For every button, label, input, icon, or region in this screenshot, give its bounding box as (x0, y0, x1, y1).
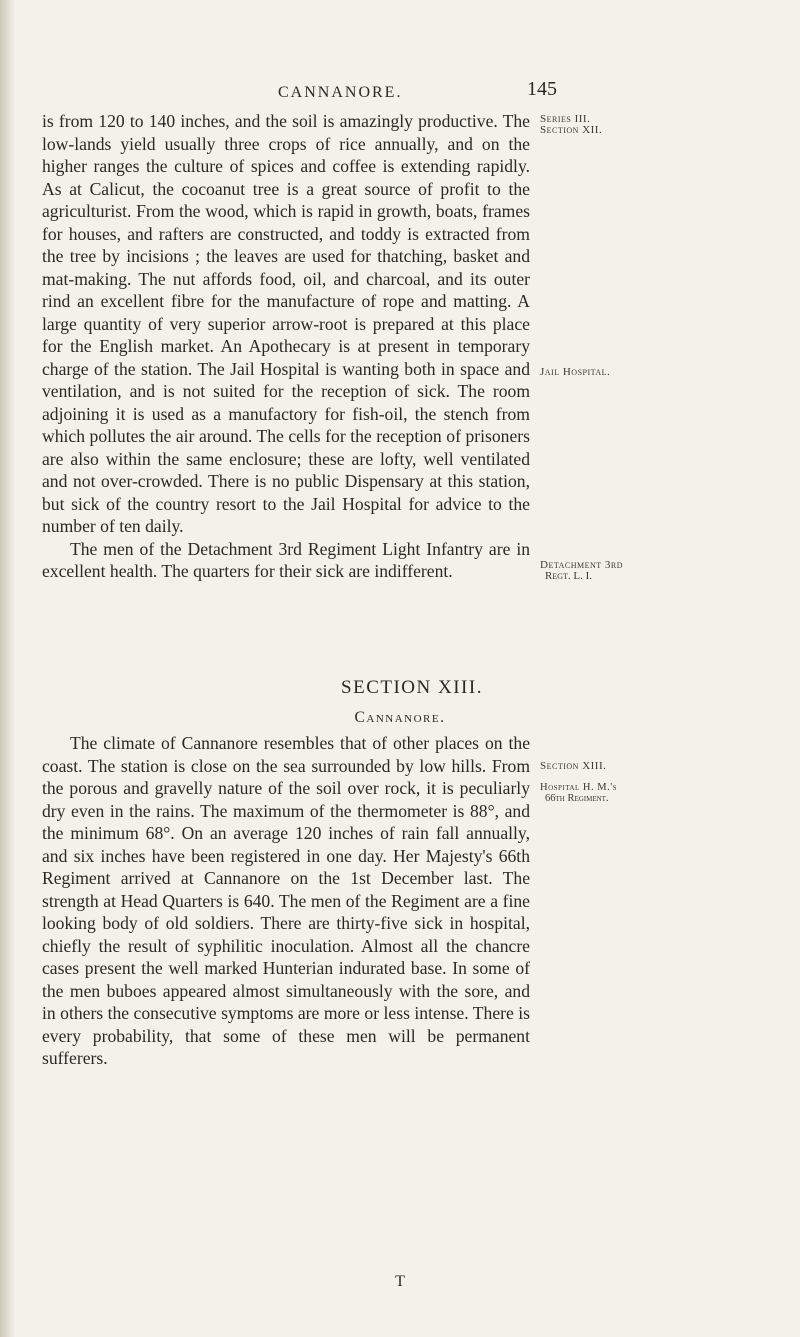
marginal-note-section-xiii (540, 761, 640, 772)
marginal-note-section-xii: Section XII. (540, 124, 603, 136)
section-heading: SECTION XIII. (341, 677, 483, 698)
page-spine-shadow (0, 0, 16, 1337)
running-title: CANNANORE. (278, 84, 403, 101)
marginal-note-jail (540, 367, 640, 378)
paragraph-block-2 (42, 732, 530, 1070)
marginal-note-series (540, 114, 640, 136)
marginal-note-jail-label: Jail Hospital. (540, 366, 611, 378)
paragraph-1: is from 120 to 140 inches, and the soil is amazingly productive. The low-lands yield usually three crops of rice annually, and on the higher ranges the culture of spices and coffee is extending rapidly. As at Calicut, the cocoanut tree is a great source of profit to the agriculturist. From the wood, which is rapid in growth, boats, frames for houses, and rafters are constructed, and toddy is extracted from the tree by incisions ; the leaves are used for thatching, basket and mat-making. The nut affords food, oil, and charcoal, and its outer rind an excellent fibre for the manufacture of rope and matting. A large quantity of very superior arrow-root is prepared at this place for the English market. An Apothecary is at present in temporary charge of the station. The Jail Hospital is wanting both in space and ventilation, and is not suited for the reception of sick. The room adjoining it is used as a manufactory for fish-oil, the stench from which pollutes the air around. The cells for the reception of prisoners are also within the same enclosure; these are lofty, well ventilated and not over-crowded. There is no public Dispensary at this station, but sick of the country resort to the Jail Hospital for advice to the number of ten daily. (42, 111, 530, 536)
paragraph-2: The men of the Detachment 3rd Regiment Light Infantry are in excellent health. The quarters for their sick are indifferent. (42, 538, 530, 581)
page-number: 145 (527, 78, 557, 100)
marginal-note-detachment-line2: Regt. L. I. (545, 570, 593, 582)
marginal-note-section-xiii-label: Section XIII. (540, 760, 607, 772)
marginal-note-series-label: Series III. (540, 113, 591, 125)
section-subheading: Cannanore. (354, 709, 446, 726)
paragraph-block-1 (42, 110, 530, 583)
signature-mark: T (395, 1273, 405, 1290)
marginal-note-hospital-line1: Hospital H. M.'s (540, 782, 618, 793)
marginal-note-detachment-line1: Detachment 3rd (540, 559, 623, 571)
paragraph-3: The climate of Cannanore resembles that of other places on the coast. The station is close on the sea surrounded by low hills. From the porous and gravelly nature of the soil over rock, it is peculiarly dry even in the rains. The maximum of the thermometer is 88°, and the minimum 68°. On an average 120 inches of rain fall annually, and six inches have been registered in one day. Her Majesty's 66th Regiment arrived at Cannanore on the 1st December last. The strength at Head Quarters is 640. The men of the Regiment are a fine looking body of old soldiers. There are thirty-five sick in hospital, chiefly the result of syphilitic inoculation. Almost all the chancre cases present the well marked Hunterian indurated base. In some of the men buboes appeared almost simultaneously with the sore, and in others the consecutive symptoms are more or less intense. There is every probability, that some of these men will be permanent sufferers. (42, 733, 530, 1068)
marginal-note-detachment (540, 560, 640, 582)
marginal-note-hospital (540, 782, 640, 804)
marginal-note-hospital-line2: 66th Regiment. (545, 793, 609, 804)
